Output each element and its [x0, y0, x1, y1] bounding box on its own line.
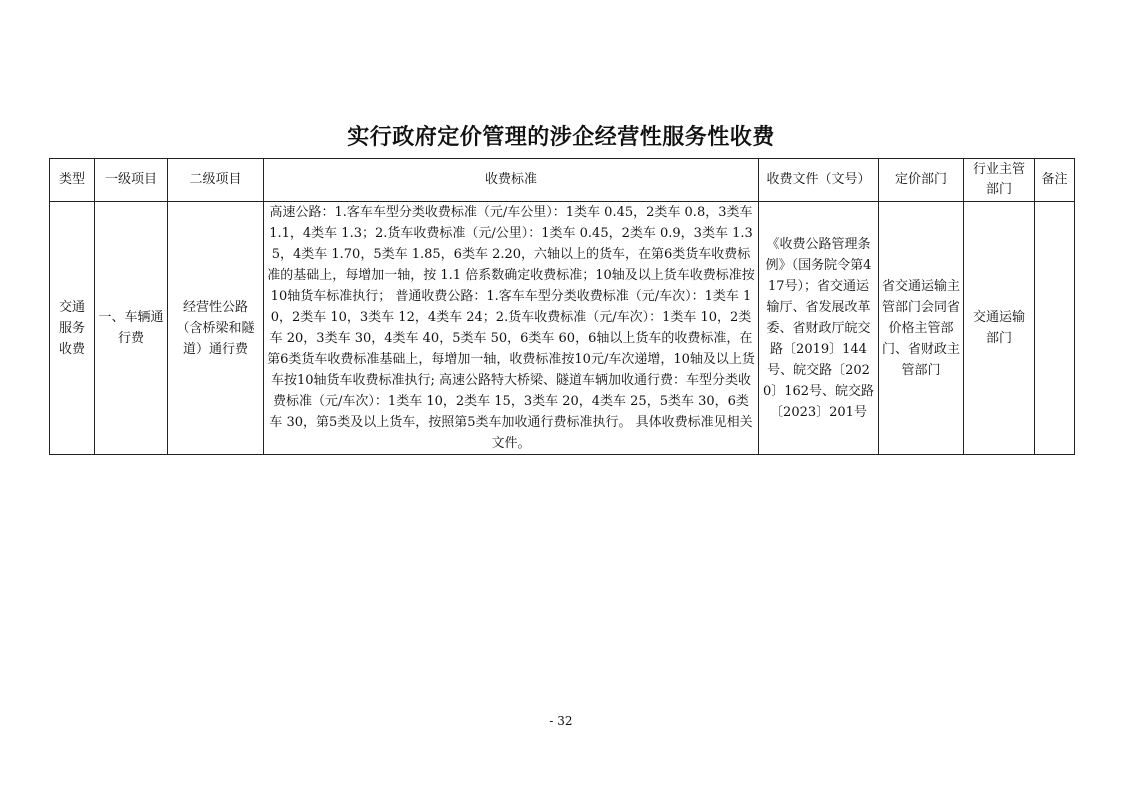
header-standard: 收费标准	[264, 159, 759, 202]
cell-remark	[1035, 202, 1075, 455]
cell-industry-dept: 交通运输部门	[964, 202, 1035, 455]
header-document: 收费文件（文号）	[759, 159, 879, 202]
cell-standard: 高速公路：1.客车车型分类收费标准（元/车公里）：1类车 0.45，2类车 0.8，3类车 1.1，4类车 1.3；2.货车收费标准（元/公里）：1类车 0.45，2类车 0.9，3类车 1.35，4类车 1.70，5类车 1.85，6类车 2.20，六轴以上的货车，在第6类货车收费标准的基础上，每增加一轴，按 1.1 倍系数确定收费标准；10轴及以上货车收费标准按10轴货车标准执行； 普通收费公路：1.客车车型分类收费标准（元/车次）：1类车 10，2类车 10，3类车 12，4类车 24；2.货车收费标准（元/车次）：1类车 10，2类车 20，3类车 30，4类车 40，5类车 50，6类车 60，6轴以上货车的收费标准，在第6类货车收费标准基础上，每增加一轴，收费标准按10元/车次递增，10轴及以上货车按10轴货车收费标准执行; 高速公路特大桥梁、隧道车辆加收通行费：车型分类收费标准（元/车次）：1类车 10，2类车 15，3类车 20，4类车 25，5类车 30，6类车 30，第5类及以上货车，按照第5类车加收通行费标准执行。 具体收费标准见相关文件。	[264, 202, 759, 455]
fee-table	[49, 158, 1075, 455]
cell-type: 交通服务收费	[50, 202, 95, 455]
header-remark: 备注	[1035, 159, 1075, 202]
header-level1: 一级项目	[95, 159, 168, 202]
cell-level2: 经营性公路（含桥梁和隧道）通行费	[168, 202, 264, 455]
cell-level1: 一、车辆通行费	[95, 202, 168, 455]
page-number: - 32	[549, 714, 573, 728]
header-industry-dept: 行业主管部门	[964, 159, 1035, 202]
table-row	[50, 202, 1075, 455]
table-header-row	[50, 159, 1075, 202]
page-title: 实行政府定价管理的涉企经营性服务性收费	[347, 124, 775, 150]
header-level2: 二级项目	[168, 159, 264, 202]
header-type: 类型	[50, 159, 95, 202]
cell-pricing-dept: 省交通运输主管部门会同省价格主管部门、省财政主管部门	[879, 202, 964, 455]
cell-document: 《收费公路管理条例》（国务院令第417号）；省交通运输厅、省发展改革委、省财政厅皖交路〔2019〕144号、皖交路〔2020〕162号、皖交路〔2023〕201号	[759, 202, 879, 455]
header-pricing-dept: 定价部门	[879, 159, 964, 202]
